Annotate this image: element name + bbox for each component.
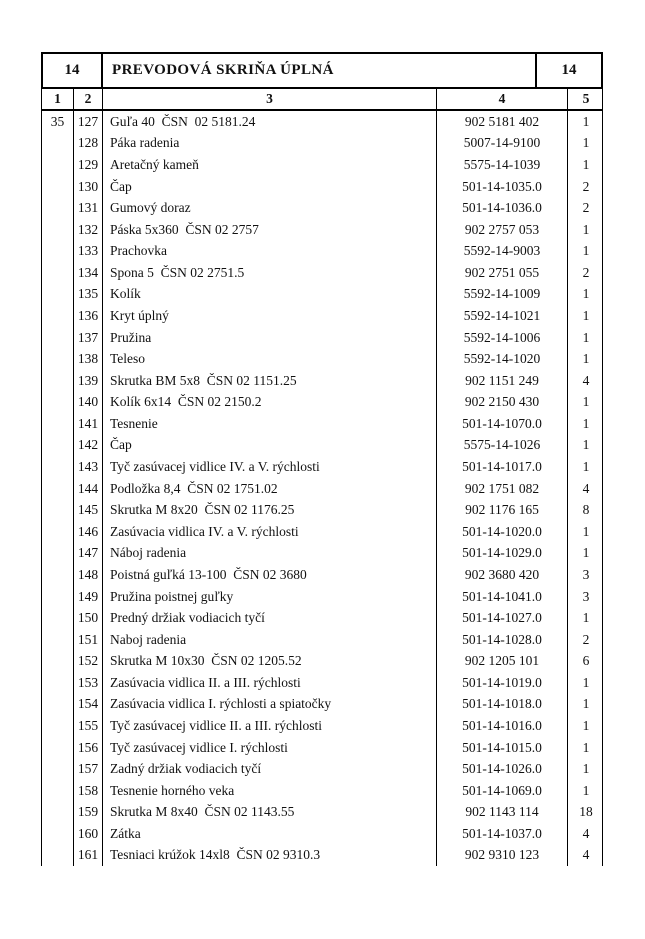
row-group-number <box>42 478 74 500</box>
row-item-name: Páka radenia <box>103 133 437 155</box>
table-row <box>42 586 602 608</box>
row-group-number <box>42 629 74 651</box>
table-row <box>42 607 602 629</box>
row-group-number <box>42 197 74 219</box>
row-item-name: Poistná guľká 13-100 ČSN 02 3680 <box>103 564 437 586</box>
table-row <box>42 823 602 845</box>
row-item-name: Tesnenie <box>103 413 437 435</box>
table-row <box>42 672 602 694</box>
row-position-number: 131 <box>74 197 103 219</box>
row-group-number <box>42 154 74 176</box>
row-position-number: 142 <box>74 435 103 457</box>
row-item-name: Naboj radenia <box>103 629 437 651</box>
row-position-number: 130 <box>74 176 103 198</box>
row-quantity: 1 <box>582 717 590 733</box>
row-item-name: Spona 5 ČSN 02 2751.5 <box>103 262 437 284</box>
row-position-number: 152 <box>74 650 103 672</box>
row-quantity: 1 <box>582 221 590 237</box>
row-quantity: 1 <box>582 782 590 798</box>
row-group-number <box>42 413 74 435</box>
row-part-number: 501-14-1026.0 <box>437 758 568 780</box>
row-group-number <box>42 672 74 694</box>
row-quantity: 3 <box>582 566 590 582</box>
row-quantity: 1 <box>582 459 590 475</box>
row-group-number <box>42 176 74 198</box>
row-part-number: 902 1751 082 <box>437 478 568 500</box>
table-row <box>42 478 602 500</box>
table-row <box>42 758 602 780</box>
row-position-number: 151 <box>74 629 103 651</box>
row-position-number: 129 <box>74 154 103 176</box>
table-row <box>42 845 602 867</box>
row-position-number: 143 <box>74 456 103 478</box>
row-position-number: 154 <box>74 694 103 716</box>
row-quantity: 2 <box>582 631 590 647</box>
table-row <box>42 456 602 478</box>
row-item-name: Podložka 8,4 ČSN 02 1751.02 <box>103 478 437 500</box>
row-group-number <box>42 327 74 349</box>
row-part-number: 902 1176 165 <box>437 499 568 521</box>
row-group-number <box>42 650 74 672</box>
row-position-number: 141 <box>74 413 103 435</box>
row-item-name: Skrutka M 10x30 ČSN 02 1205.52 <box>103 650 437 672</box>
row-part-number: 5575-14-1026 <box>437 435 568 457</box>
row-item-name: Zasúvacia vidlica I. rýchlosti a spiatočky <box>103 694 437 716</box>
row-group-number <box>42 305 74 327</box>
row-position-number: 157 <box>74 758 103 780</box>
row-item-name: Kolík <box>103 284 437 306</box>
row-item-name: Aretačný kameň <box>103 154 437 176</box>
row-part-number: 501-14-1036.0 <box>437 197 568 219</box>
row-position-number: 147 <box>74 543 103 565</box>
row-item-name: Zasúvacia vidlica IV. a V. rýchlosti <box>103 521 437 543</box>
row-group-number <box>42 370 74 392</box>
table-row <box>42 219 602 241</box>
sheet-number-left: 14 <box>43 54 103 87</box>
column-header-5: 5 <box>582 91 590 106</box>
row-group-number <box>42 564 74 586</box>
row-group-number <box>42 521 74 543</box>
row-quantity: 1 <box>582 739 590 755</box>
row-quantity: 1 <box>582 696 590 712</box>
row-quantity: 1 <box>582 156 590 172</box>
row-quantity: 1 <box>582 307 590 323</box>
row-quantity: 1 <box>582 286 590 302</box>
row-quantity: 1 <box>582 674 590 690</box>
row-item-name: Kryt úplný <box>103 305 437 327</box>
table-body <box>41 111 603 866</box>
table-row <box>42 435 602 457</box>
row-item-name: Teleso <box>103 348 437 370</box>
row-position-number: 155 <box>74 715 103 737</box>
row-group-number <box>42 715 74 737</box>
row-part-number: 902 2757 053 <box>437 219 568 241</box>
row-group-number <box>42 586 74 608</box>
column-header-row <box>41 89 603 111</box>
row-quantity: 1 <box>582 610 590 626</box>
row-quantity: 4 <box>582 825 590 841</box>
row-quantity: 2 <box>582 178 590 194</box>
row-group-number <box>42 284 74 306</box>
table-row <box>42 111 602 133</box>
table-row <box>42 543 602 565</box>
row-group-number <box>42 262 74 284</box>
row-part-number: 501-14-1035.0 <box>437 176 568 198</box>
row-position-number: 138 <box>74 348 103 370</box>
row-group-number <box>42 219 74 241</box>
column-header-4: 4 <box>437 89 568 109</box>
row-part-number: 501-14-1029.0 <box>437 543 568 565</box>
table-row <box>42 305 602 327</box>
sheet-number-right: 14 <box>535 54 601 87</box>
table-row <box>42 348 602 370</box>
row-position-number: 153 <box>74 672 103 694</box>
row-position-number: 149 <box>74 586 103 608</box>
row-item-name: Zasúvacia vidlica II. a III. rýchlosti <box>103 672 437 694</box>
row-position-number: 156 <box>74 737 103 759</box>
row-quantity: 1 <box>582 437 590 453</box>
row-part-number: 5575-14-1039 <box>437 154 568 176</box>
row-item-name: Čap <box>103 176 437 198</box>
row-quantity: 4 <box>582 847 590 863</box>
row-group-number <box>42 802 74 824</box>
page-title: PREVODOVÁ SKRIŇA ÚPLNÁ <box>112 62 334 78</box>
row-group-number <box>42 823 74 845</box>
row-group-number <box>42 780 74 802</box>
row-quantity: 1 <box>582 415 590 431</box>
table-row <box>42 650 602 672</box>
row-item-name: Predný držiak vodiacich tyčí <box>103 607 437 629</box>
row-item-name: Čap <box>103 435 437 457</box>
row-quantity: 3 <box>582 588 590 604</box>
table-row <box>42 694 602 716</box>
table-row <box>42 629 602 651</box>
row-quantity: 18 <box>579 804 593 820</box>
row-part-number: 5007-14-9100 <box>437 133 568 155</box>
row-quantity: 1 <box>582 394 590 410</box>
row-part-number: 501-14-1027.0 <box>437 607 568 629</box>
table-row <box>42 737 602 759</box>
table-row <box>42 802 602 824</box>
row-item-name: Páska 5x360 ČSN 02 2757 <box>103 219 437 241</box>
row-item-name: Tesnenie horného veka <box>103 780 437 802</box>
row-group-number <box>42 435 74 457</box>
row-position-number: 158 <box>74 780 103 802</box>
row-quantity: 1 <box>582 351 590 367</box>
row-item-name: Náboj radenia <box>103 543 437 565</box>
column-header-2: 2 <box>74 89 103 109</box>
row-item-name: Tyč zasúvacej vidlice II. a III. rýchlosti <box>103 715 437 737</box>
row-position-number: 132 <box>74 219 103 241</box>
row-part-number: 501-14-1016.0 <box>437 715 568 737</box>
row-part-number: 902 1205 101 <box>437 650 568 672</box>
row-position-number: 136 <box>74 305 103 327</box>
row-position-number: 160 <box>74 823 103 845</box>
row-position-number: 159 <box>74 802 103 824</box>
row-group-number <box>42 543 74 565</box>
table-row <box>42 780 602 802</box>
table-row <box>42 154 602 176</box>
row-quantity: 1 <box>582 523 590 539</box>
row-part-number: 5592-14-9003 <box>437 240 568 262</box>
row-quantity: 4 <box>582 372 590 388</box>
row-quantity: 1 <box>582 545 590 561</box>
row-part-number: 902 3680 420 <box>437 564 568 586</box>
row-group-number <box>42 845 74 867</box>
row-position-number: 139 <box>74 370 103 392</box>
row-part-number: 5592-14-1021 <box>437 305 568 327</box>
row-quantity: 2 <box>582 200 590 216</box>
row-part-number: 501-14-1037.0 <box>437 823 568 845</box>
row-item-name: Zadný držiak vodiacich tyčí <box>103 758 437 780</box>
row-item-name: Gumový doraz <box>103 197 437 219</box>
row-quantity: 1 <box>582 761 590 777</box>
column-header-1: 1 <box>42 89 74 109</box>
row-position-number: 128 <box>74 133 103 155</box>
row-group-number <box>42 758 74 780</box>
row-part-number: 5592-14-1009 <box>437 284 568 306</box>
row-item-name: Prachovka <box>103 240 437 262</box>
row-quantity: 1 <box>582 243 590 259</box>
row-quantity: 6 <box>582 653 590 669</box>
row-item-name: Zátka <box>103 823 437 845</box>
row-position-number: 134 <box>74 262 103 284</box>
row-part-number: 501-14-1019.0 <box>437 672 568 694</box>
table-row <box>42 564 602 586</box>
row-item-name: Skrutka M 8x40 ČSN 02 1143.55 <box>103 802 437 824</box>
row-part-number: 501-14-1041.0 <box>437 586 568 608</box>
row-part-number: 902 2751 055 <box>437 262 568 284</box>
table-row <box>42 392 602 414</box>
row-part-number: 501-14-1018.0 <box>437 694 568 716</box>
table-row <box>42 197 602 219</box>
row-group-number <box>42 737 74 759</box>
row-part-number: 5592-14-1020 <box>437 348 568 370</box>
row-quantity: 4 <box>582 480 590 496</box>
row-item-name: Pružina poistnej guľky <box>103 586 437 608</box>
row-position-number: 137 <box>74 327 103 349</box>
table-row <box>42 262 602 284</box>
row-part-number: 501-14-1020.0 <box>437 521 568 543</box>
row-quantity: 8 <box>582 502 590 518</box>
table-row <box>42 370 602 392</box>
row-item-name: Guľa 40 ČSN 02 5181.24 <box>103 111 437 133</box>
table-row <box>42 284 602 306</box>
row-position-number: 145 <box>74 499 103 521</box>
row-position-number: 140 <box>74 392 103 414</box>
row-quantity: 1 <box>582 113 590 129</box>
row-item-name: Skrutka M 8x20 ČSN 02 1176.25 <box>103 499 437 521</box>
row-part-number: 501-14-1028.0 <box>437 629 568 651</box>
row-item-name: Skrutka BM 5x8 ČSN 02 1151.25 <box>103 370 437 392</box>
row-part-number: 902 9310 123 <box>437 845 568 867</box>
row-group-number <box>42 456 74 478</box>
row-quantity: 2 <box>582 264 590 280</box>
parts-list-table <box>41 52 603 866</box>
row-position-number: 150 <box>74 607 103 629</box>
row-quantity: 1 <box>582 329 590 345</box>
row-group-number: 35 <box>42 111 74 133</box>
column-header-3: 3 <box>103 89 437 109</box>
table-row <box>42 715 602 737</box>
row-part-number: 902 5181 402 <box>437 111 568 133</box>
table-row <box>42 176 602 198</box>
table-header-banner <box>41 52 603 89</box>
row-group-number <box>42 499 74 521</box>
row-part-number: 902 2150 430 <box>437 392 568 414</box>
row-part-number: 5592-14-1006 <box>437 327 568 349</box>
table-row <box>42 240 602 262</box>
row-position-number: 161 <box>74 845 103 867</box>
row-group-number <box>42 607 74 629</box>
row-item-name: Pružina <box>103 327 437 349</box>
row-group-number <box>42 694 74 716</box>
row-part-number: 501-14-1070.0 <box>437 413 568 435</box>
row-position-number: 127 <box>74 111 103 133</box>
table-row <box>42 499 602 521</box>
row-group-number <box>42 348 74 370</box>
row-quantity: 1 <box>582 135 590 151</box>
row-position-number: 146 <box>74 521 103 543</box>
table-row <box>42 521 602 543</box>
row-part-number: 501-14-1017.0 <box>437 456 568 478</box>
row-part-number: 501-14-1015.0 <box>437 737 568 759</box>
row-part-number: 902 1143 114 <box>437 802 568 824</box>
row-position-number: 148 <box>74 564 103 586</box>
row-position-number: 144 <box>74 478 103 500</box>
row-item-name: Tyč zasúvacej vidlice IV. a V. rýchlosti <box>103 456 437 478</box>
table-row <box>42 133 602 155</box>
row-position-number: 133 <box>74 240 103 262</box>
table-row <box>42 327 602 349</box>
row-group-number <box>42 133 74 155</box>
row-item-name: Tyč zasúvacej vidlice I. rýchlosti <box>103 737 437 759</box>
row-group-number <box>42 240 74 262</box>
row-part-number: 902 1151 249 <box>437 370 568 392</box>
row-position-number: 135 <box>74 284 103 306</box>
row-item-name: Tesniaci krúžok 14xl8 ČSN 02 9310.3 <box>103 845 437 867</box>
row-group-number <box>42 392 74 414</box>
table-row <box>42 413 602 435</box>
row-item-name: Kolík 6x14 ČSN 02 2150.2 <box>103 392 437 414</box>
row-part-number: 501-14-1069.0 <box>437 780 568 802</box>
